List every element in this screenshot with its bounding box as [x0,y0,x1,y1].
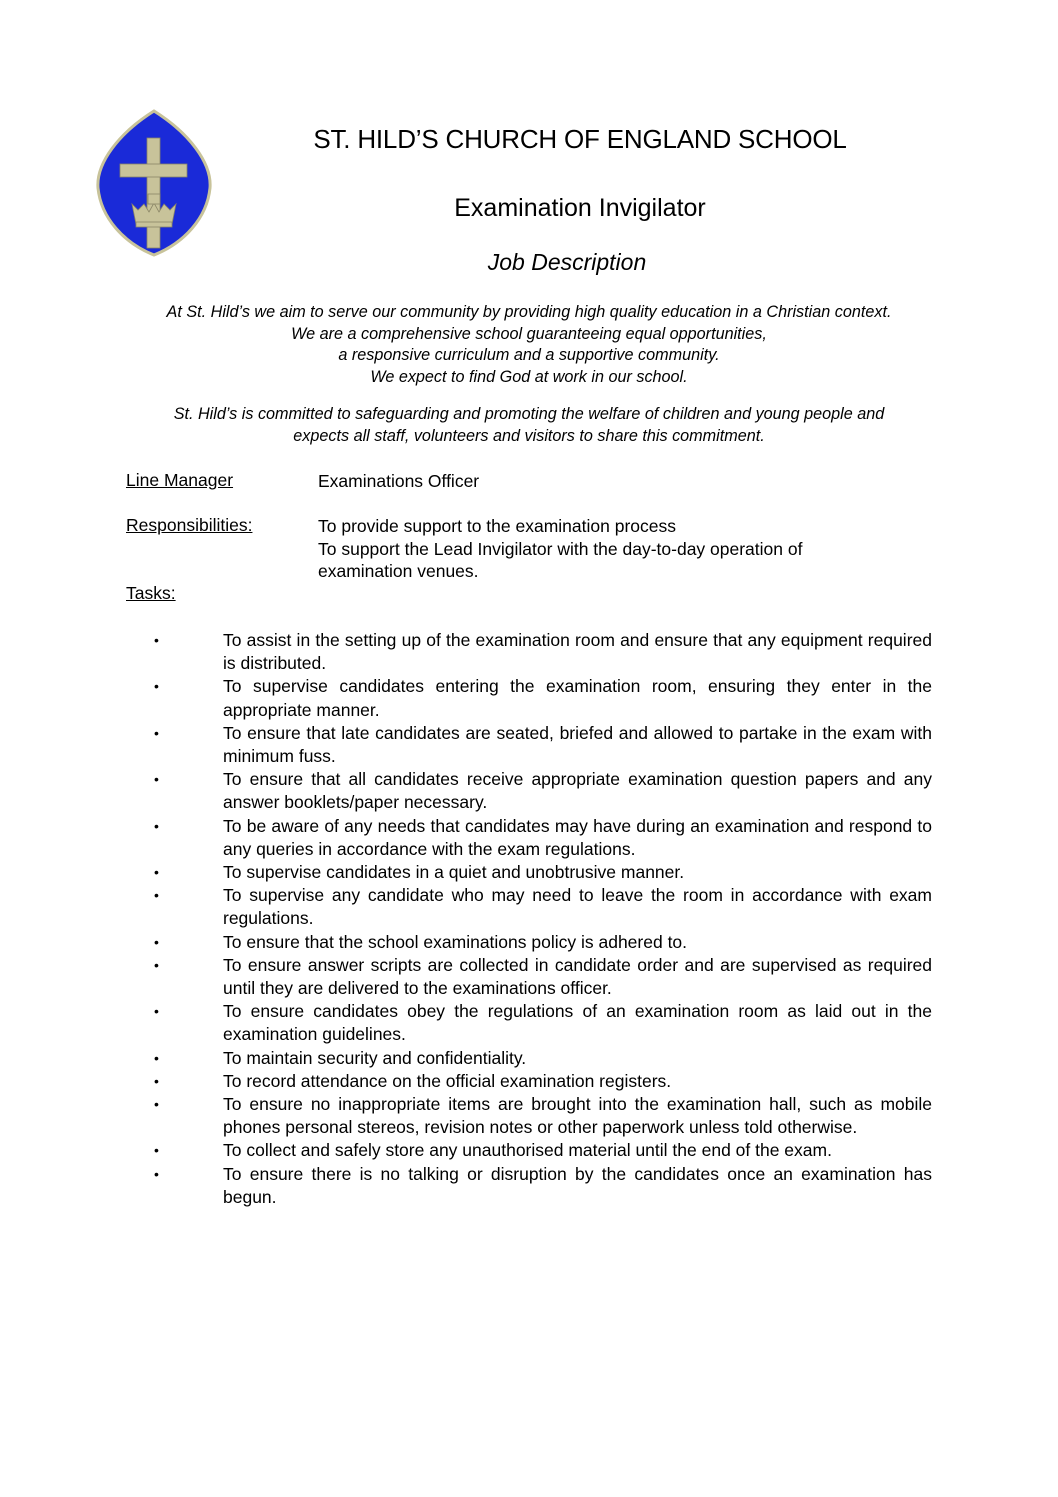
bullet-icon: • [154,1165,159,1182]
line-manager-label: Line Manager [126,470,234,490]
mission-statement [100,302,958,388]
safeguarding-statement [100,404,958,447]
task-item: • To supervise any candidate who may need to leave the room in accordance with exam regulations. [154,885,932,929]
mission-line: At St. Hild’s we aim to serve our community by providing high quality education in a Christian context. [166,303,892,321]
responsibilities-label: Responsibilities: [126,515,253,535]
mission-line: We expect to find God at work in our school. [370,367,688,386]
task-item: • To ensure answer scripts are collected in candidate order and are supervised as required until they are delivered to the examinations officer. [154,954,932,999]
bullet-icon: • [154,933,159,950]
safeguarding-line: St. Hild’s is committed to safeguarding and promoting the welfare of children and young people and [173,405,885,423]
task-item: • To assist in the setting up of the examination room and ensure that any equipment required is distributed. [154,630,932,674]
bullet-icon: • [154,632,159,648]
bullet-icon: • [154,887,159,904]
bullet-icon: • [154,1049,159,1066]
task-item: • To record attendance on the official examination registers. [150,1070,932,1093]
task-item: • To ensure no inappropriate items are brought into the examination hall, such as mobile phones personal stereos, revision notes or other paperwork unless told otherwise. [154,1094,932,1138]
bullet-icon: • [154,771,159,788]
task-item: • To maintain security and confidentiality. [150,1047,932,1070]
task-item: • To supervise candidates entering the examination room, ensuring they enter in the appropriate manner. [154,676,932,720]
bullet-icon: • [154,1072,159,1089]
bullet-icon: • [154,1096,159,1113]
task-item: • To ensure that all candidates receive appropriate examination question papers and any answer booklets/paper necessary. [154,769,932,813]
document-type: Job Description [487,249,647,275]
bullet-icon: • [154,724,159,741]
mission-line: We are a comprehensive school guaranteeing equal opportunities, [291,324,767,343]
responsibility-line: examination venues. [318,561,479,581]
responsibilities-value [318,515,878,583]
bullet-icon: • [154,817,159,834]
school-crest-icon [94,108,214,258]
responsibility-line: To provide support to the examination process [318,516,676,536]
line-manager-value [318,470,878,493]
bullet-icon: • [154,678,159,695]
task-item: • To be aware of any needs that candidates may have during an examination and respond to any queries in accordance with the exam regulations. [154,815,932,859]
responsibility-line: To support the Lead Invigilator with the day-to-day operation of [318,538,803,559]
role-title: Examination Invigilator [454,194,706,222]
task-item: • To ensure that late candidates are seated, briefed and allowed to partake in the exam with minimum fuss. [154,722,932,767]
bullet-icon: • [154,1003,159,1020]
tasks-label: Tasks: [126,583,176,603]
tasks-list [150,629,932,1209]
task-item: • To ensure there is no talking or disruption by the candidates once an examination has begun. [154,1163,932,1207]
task-item: • To collect and safely store any unauthorised material until the end of the exam. [150,1139,932,1162]
task-item: • To ensure that the school examinations policy is adhered to. [150,931,932,954]
school-name: ST. HILD’S CHURCH OF ENGLAND SCHOOL [313,124,847,154]
safeguarding-line: expects all staff, volunteers and visitors to share this commitment. [293,426,765,445]
task-item: • To ensure candidates obey the regulations of an examination room as laid out in the examination guidelines. [154,1001,932,1045]
bullet-icon: • [154,864,159,881]
line-manager-text: Examinations Officer [318,471,480,491]
bullet-icon: • [154,1142,159,1159]
mission-line: a responsive curriculum and a supportive community. [338,346,720,364]
bullet-icon: • [154,956,159,973]
task-item: • To supervise candidates in a quiet and unobtrusive manner. [150,861,932,884]
